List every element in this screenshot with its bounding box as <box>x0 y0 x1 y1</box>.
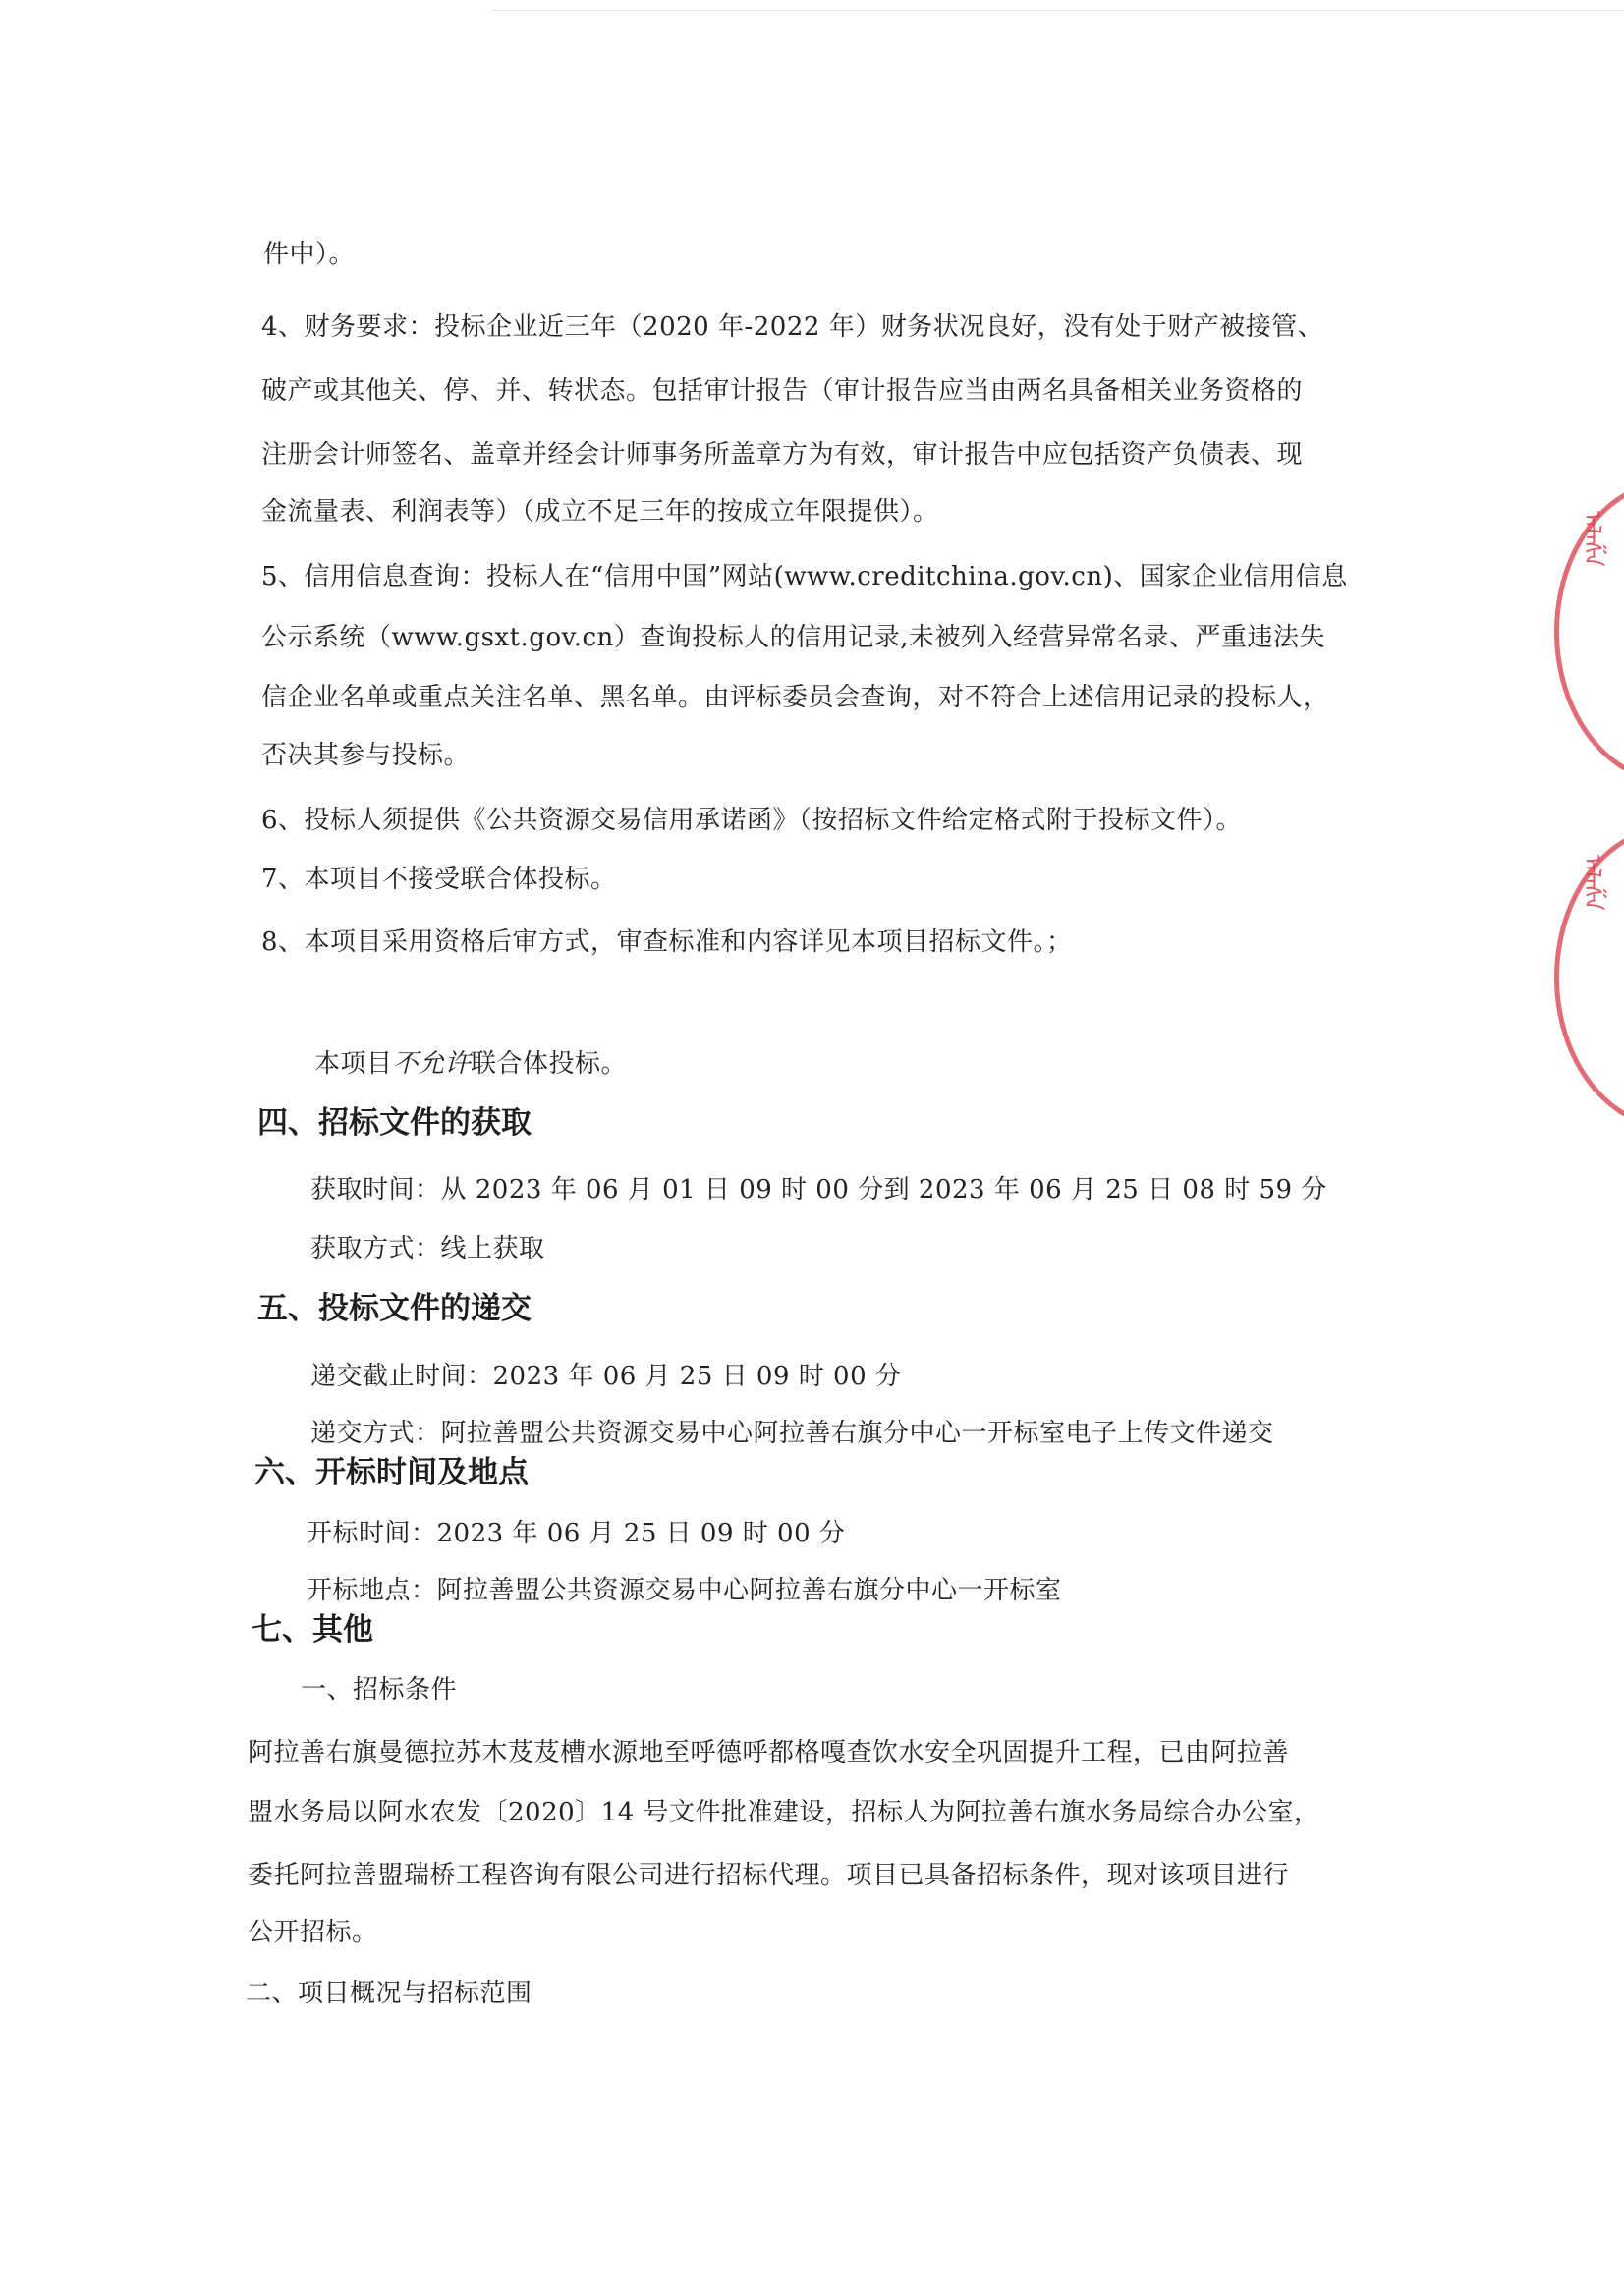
section4-time: 获取时间：从 2023 年 06 月 01 日 09 时 00 分到 2023 年 06 月 25 日 08 时 59 分 <box>310 1175 1327 1204</box>
section4-method: 获取方式：线上获取 <box>310 1234 545 1263</box>
consortium-note-emphasis: 不允许 <box>392 1049 472 1079</box>
text-line: 6、投标人须提供《公共资源交易信用承诺函》（按招标文件给定格式附于投标文件）。 <box>261 806 1243 835</box>
text-line: 公示系统（www.gsxt.gov.cn）查询投标人的信用记录,未被列入经营异常名录、严重违法失 <box>261 623 1326 652</box>
text-line: 注册会计师签名、盖章并经会计师事务所盖章方为有效，审计报告中应包括资产负债表、现 <box>261 440 1304 470</box>
text-line: 否决其参与投标。 <box>261 741 471 770</box>
text-line: 金流量表、利润表等）（成立不足三年的按成立年限提供）。 <box>261 497 939 527</box>
scan-edge-line <box>491 10 1624 11</box>
section5-method: 递交方式：阿拉善盟公共资源交易中心阿拉善右旗分中心一开标室电子上传文件递交 <box>310 1419 1274 1448</box>
section7-sub2: 二、项目概况与招标范围 <box>246 1979 532 2008</box>
section-heading-6: 六、开标时间及地点 <box>254 1455 529 1490</box>
consortium-note-after: 联合体投标。 <box>471 1049 628 1079</box>
section6-time: 开标时间：2023 年 06 月 25 日 09 时 00 分 <box>307 1519 846 1548</box>
text-line: 信企业名单或重点关注名单、黑名单。由评标委员会查询，对不符合上述信用记录的投标人， <box>261 683 1329 712</box>
section-heading-5: 五、投标文件的递交 <box>257 1291 532 1326</box>
consortium-note-before: 本项目 <box>314 1049 393 1079</box>
text-line: 7、本项目不接受联合体投标。 <box>261 865 617 894</box>
section7-para-line: 阿拉善右旗曼德拉苏木芨芨槽水源地至呼德呼都格嘎查饮水安全巩固提升工程，已由阿拉善 <box>248 1738 1290 1767</box>
section-heading-7: 七、其他 <box>252 1612 373 1648</box>
text-line: 8、本项目采用资格后审方式，审查标准和内容详见本项目招标文件。； <box>261 927 1073 957</box>
section5-deadline: 递交截止时间：2023 年 06 月 25 日 09 时 00 分 <box>310 1362 902 1391</box>
section6-place: 开标地点：阿拉善盟公共资源交易中心阿拉善右旗分中心一开标室 <box>307 1576 1062 1605</box>
seal-script-icon: ᠠᠯᠠᠱᠠ <box>1579 511 1606 567</box>
section-heading-4: 四、招标文件的获取 <box>257 1105 532 1141</box>
text-line: 件中）。 <box>263 240 356 269</box>
section7-para-line: 公开招标。 <box>248 1918 378 1947</box>
consortium-note <box>314 1047 627 1081</box>
text-line: 5、信用信息查询：投标人在“信用中国”网站(www.creditchina.gov.cn)、国家企业信用信息 <box>261 562 1348 591</box>
section7-sub1: 一、招标条件 <box>301 1675 458 1705</box>
text-line: 破产或其他关、停、并、转状态。包括审计报告（审计报告应当由两名具备相关业务资格的 <box>261 376 1304 406</box>
section7-para-line: 盟水务局以阿水农发〔2020〕14 号文件批准建设，招标人为阿拉善右旗水务局综合办公室， <box>248 1798 1320 1827</box>
section7-para-line: 委托阿拉善盟瑞桥工程咨询有限公司进行招标代理。项目已具备招标条件，现对该项目进行 <box>248 1861 1290 1890</box>
text-line: 4、财务要求：投标企业近三年（2020 年-2022 年）财务状况良好，没有处于财产被接管、 <box>261 312 1324 342</box>
seal-script-icon: ᠠᠯᠠᠱᠠ <box>1579 855 1606 911</box>
